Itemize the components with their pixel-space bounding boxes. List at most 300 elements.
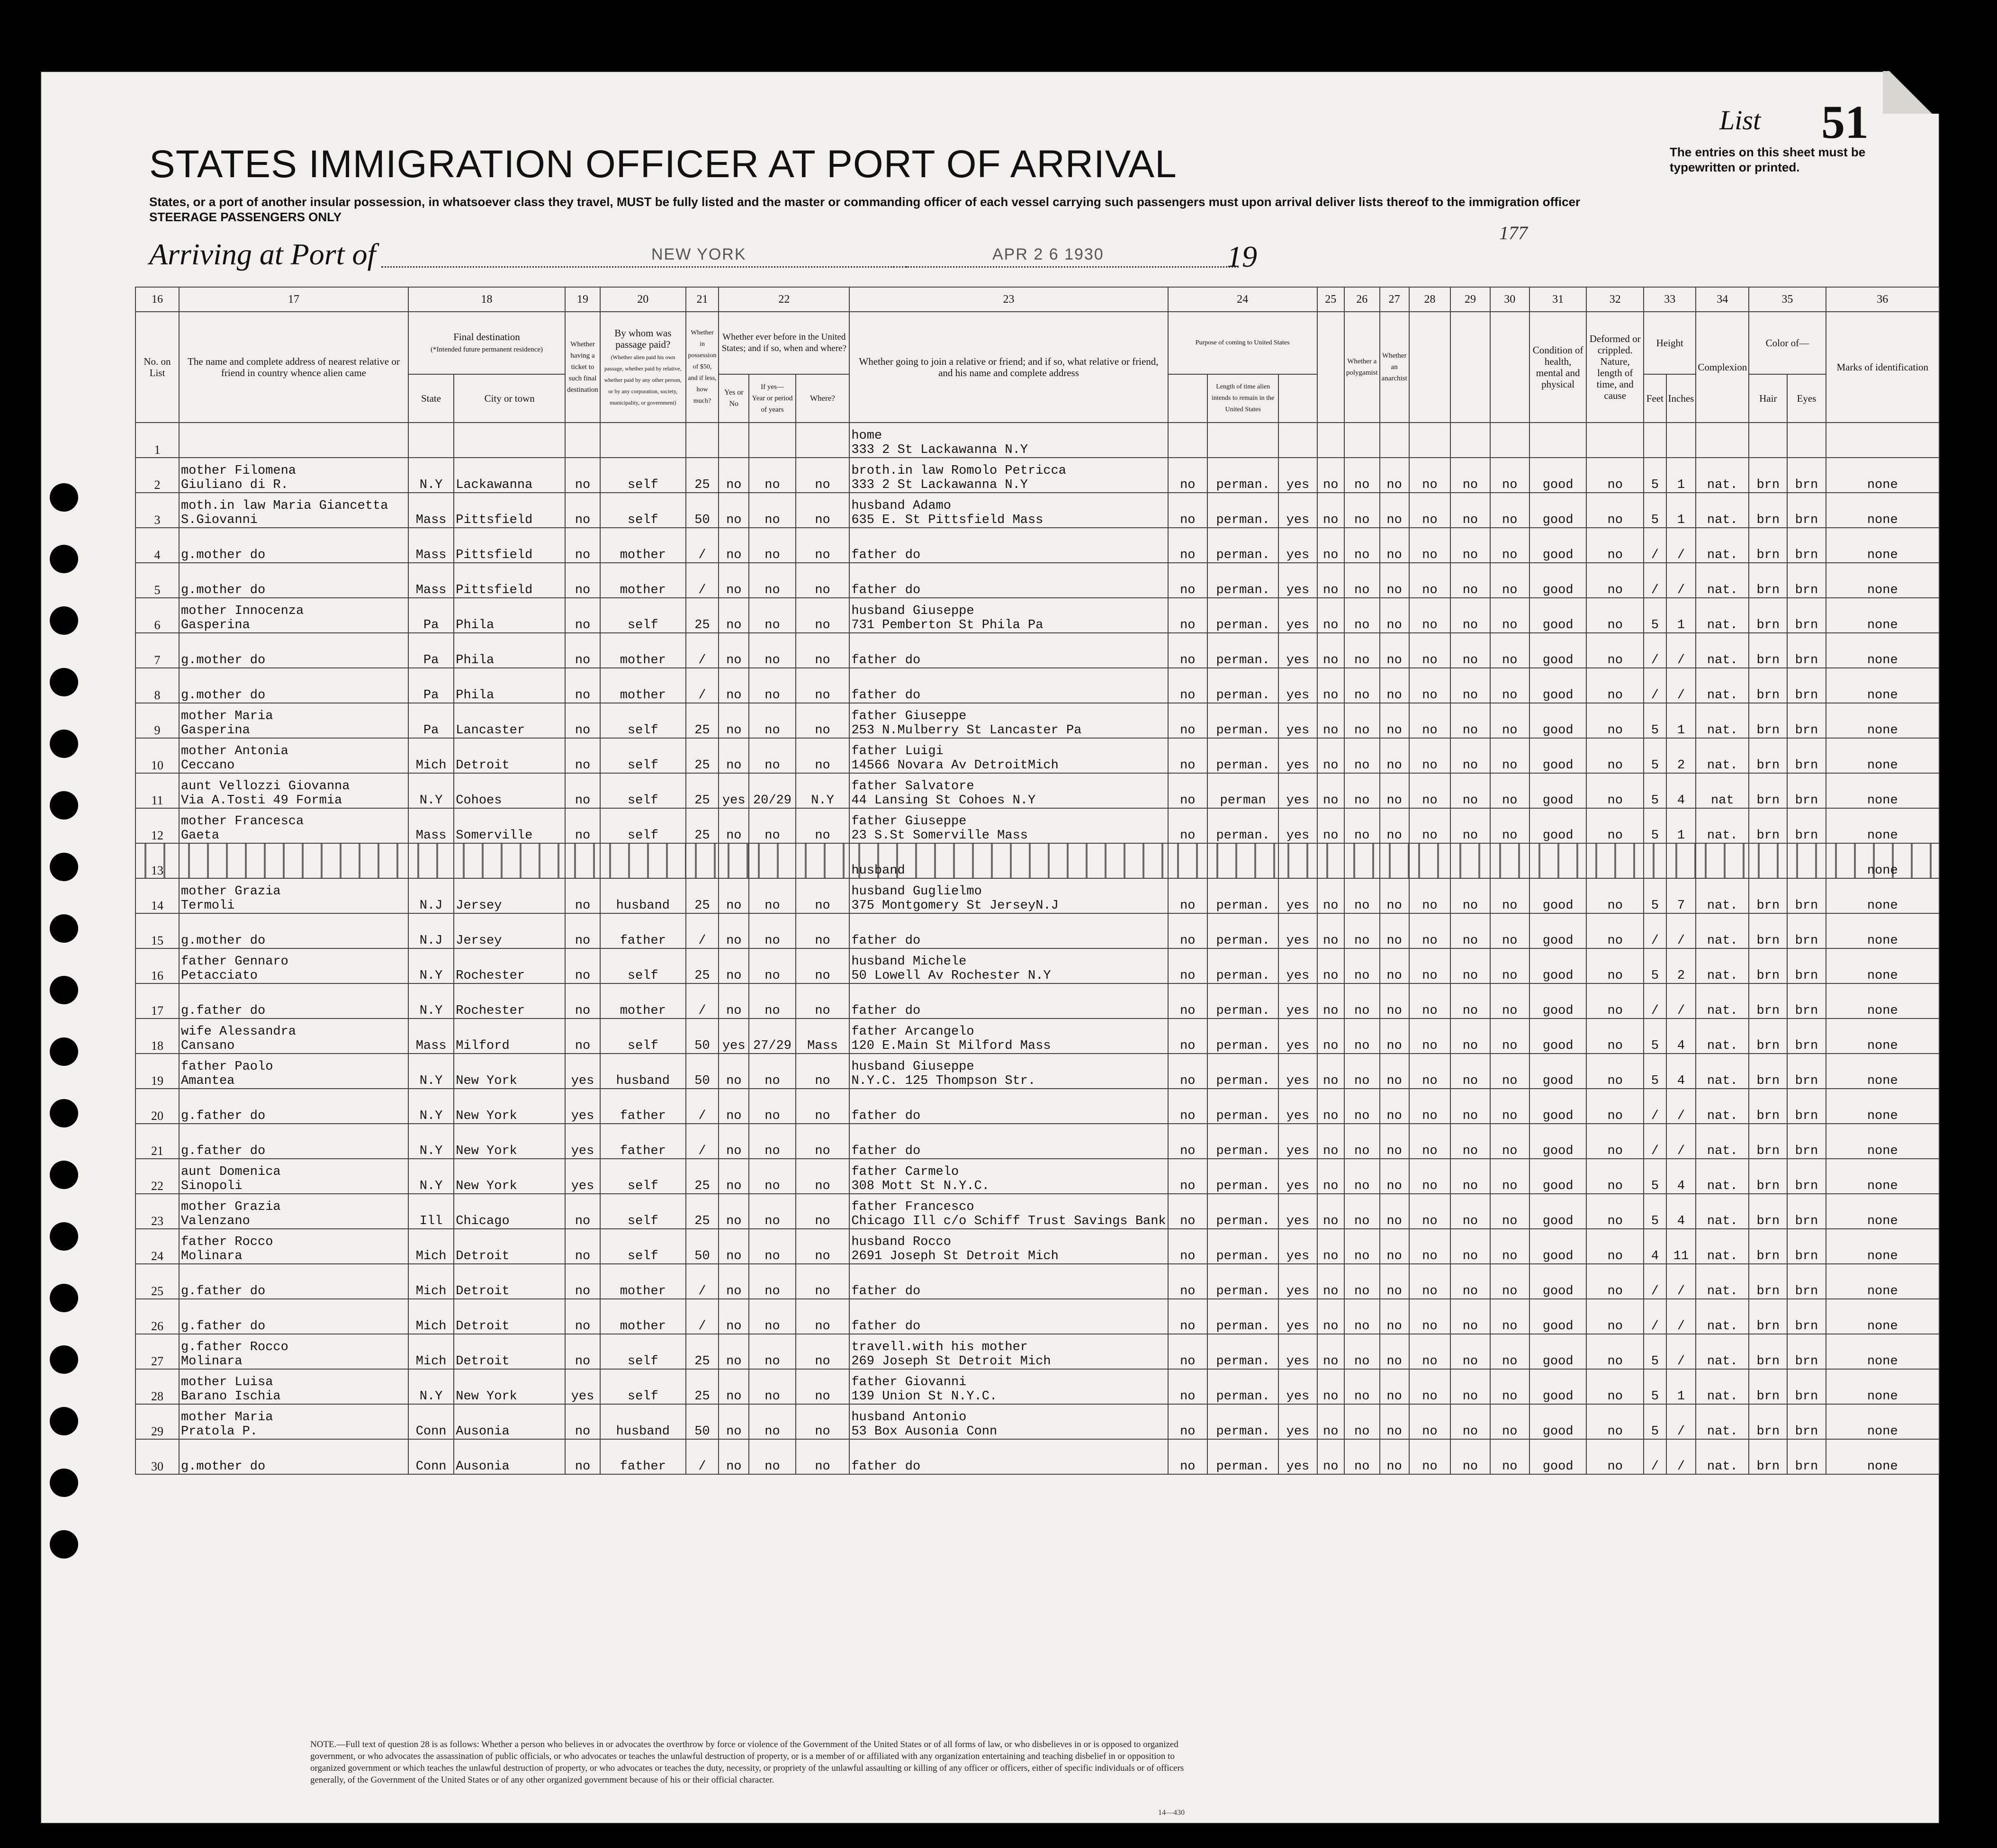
nearest-relative-line: Pratola P. (180, 1424, 258, 1439)
nearest-relative-line: Ceccano (180, 758, 235, 773)
row-number: 23 (135, 1194, 179, 1229)
anarchist-cell: no (1380, 1054, 1409, 1089)
anarchist-cell: no (1380, 1439, 1409, 1474)
hair-cell: brn (1749, 598, 1787, 633)
intends-citizenship-cell: yes (1278, 598, 1317, 633)
row-number: 24 (135, 1229, 179, 1264)
ticket-cell: no (565, 598, 600, 633)
intends-citizenship-cell: yes (1278, 738, 1317, 773)
intends-citizenship-cell: yes (1278, 983, 1317, 1019)
health-cell: good (1529, 1439, 1587, 1474)
col29-cell: no (1450, 808, 1490, 843)
purpose-cell: no (1168, 913, 1207, 948)
health-cell: good (1529, 703, 1587, 738)
col28-cell: no (1409, 598, 1451, 633)
anarchist-cell: no (1380, 1089, 1409, 1124)
row-number: 18 (135, 1019, 179, 1054)
length-of-stay-cell: perman. (1207, 878, 1278, 913)
table-row (135, 703, 1939, 738)
col28-cell: no (1409, 1159, 1451, 1194)
height-feet-cell (1644, 423, 1666, 458)
joining-cell (849, 948, 1168, 983)
before-yes-no-cell: no (719, 1124, 749, 1159)
before-years-cell (749, 843, 796, 878)
joining-cell-line: father do (851, 688, 921, 703)
intends-citizenship-cell: yes (1278, 913, 1317, 948)
row-number: 26 (135, 1299, 179, 1334)
column-number: 18 (408, 287, 565, 312)
col30-cell: no (1490, 1019, 1529, 1054)
joining-cell-line: 139 Union St N.Y.C. (851, 1389, 998, 1404)
col29-cell: no (1450, 1264, 1490, 1299)
eyes-cell: brn (1787, 808, 1826, 843)
destination-city: New York (454, 1054, 565, 1089)
joining-cell-line: 269 Joseph St Detroit Mich (851, 1354, 1051, 1369)
before-where-cell: no (796, 493, 850, 528)
col25-cell (1317, 423, 1344, 458)
health-cell: good (1529, 668, 1587, 703)
anarchist-cell: no (1380, 1334, 1409, 1369)
anarchist-cell: no (1380, 738, 1409, 773)
col25-cell: no (1317, 1369, 1344, 1404)
before-where-cell: no (796, 983, 850, 1019)
col25-cell: no (1317, 1439, 1344, 1474)
marks-cell: none (1826, 1369, 1939, 1404)
col30-cell: no (1490, 1089, 1529, 1124)
destination-city: Jersey (454, 913, 565, 948)
health-cell: good (1529, 1229, 1587, 1264)
date-blank (893, 265, 1239, 268)
length-of-stay-cell: perman. (1207, 983, 1278, 1019)
complexion-cell: nat. (1696, 738, 1749, 773)
money-cell: / (686, 1439, 719, 1474)
destination-city: New York (454, 1369, 565, 1404)
ticket-cell: no (565, 1299, 600, 1334)
nearest-relative (179, 668, 408, 703)
header-row (135, 312, 1939, 374)
col30-cell: no (1490, 773, 1529, 808)
passage-paid-cell: husband (600, 1054, 686, 1089)
header-complexion: Complexion (1696, 312, 1749, 423)
passenger-table (135, 287, 1940, 1475)
ticket-cell: no (565, 493, 600, 528)
binder-hole (50, 1037, 78, 1066)
col29-cell: no (1450, 493, 1490, 528)
anarchist-cell: no (1380, 703, 1409, 738)
eyes-cell: brn (1787, 1404, 1826, 1439)
before-yes-no-cell: no (719, 1229, 749, 1264)
destination-state: Mass (408, 528, 454, 563)
marks-cell: none (1826, 1439, 1939, 1474)
destination-city: Jersey (454, 878, 565, 913)
complexion-cell: nat. (1696, 983, 1749, 1019)
passage-paid-cell: father (600, 913, 686, 948)
money-cell: / (686, 1299, 719, 1334)
destination-state (408, 843, 454, 878)
hair-cell: brn (1749, 1264, 1787, 1299)
nearest-relative (179, 948, 408, 983)
height-feet-cell: 5 (1644, 738, 1666, 773)
column-number: 28 (1409, 287, 1451, 312)
before-years-cell: no (749, 808, 796, 843)
passage-paid-cell: mother (600, 633, 686, 668)
money-cell: 25 (686, 1194, 719, 1229)
deformed-cell: no (1586, 983, 1644, 1019)
table-row (135, 458, 1939, 493)
header-eyes: Eyes (1787, 374, 1826, 423)
col30-cell: no (1490, 1264, 1529, 1299)
height-feet-cell: 5 (1644, 1369, 1666, 1404)
polygamist-cell: no (1344, 633, 1380, 668)
hair-cell: brn (1749, 1124, 1787, 1159)
nearest-relative-line: g.father do (180, 1319, 266, 1334)
joining-cell (849, 1194, 1168, 1229)
joining-cell-line: Chicago Ill c/o Schiff Trust Savings Bank (851, 1214, 1166, 1228)
joining-cell-line: 635 E. St Pittsfield Mass (851, 513, 1043, 527)
anarchist-cell: no (1380, 983, 1409, 1019)
before-years-cell: no (749, 1229, 796, 1264)
row-number: 10 (135, 738, 179, 773)
joining-cell (849, 1369, 1168, 1404)
table-row (135, 738, 1939, 773)
money-cell: 25 (686, 878, 719, 913)
header-inches: Inches (1666, 374, 1696, 423)
table-row (135, 1439, 1939, 1474)
complexion-cell: nat. (1696, 1404, 1749, 1439)
destination-state: Pa (408, 598, 454, 633)
intends-citizenship-cell: yes (1278, 633, 1317, 668)
anarchist-cell: no (1380, 458, 1409, 493)
height-feet-cell: 5 (1644, 878, 1666, 913)
height-feet-cell: 5 (1644, 458, 1666, 493)
table-row (135, 668, 1939, 703)
purpose-cell (1168, 843, 1207, 878)
col25-cell: no (1317, 563, 1344, 598)
height-inches-cell (1666, 843, 1696, 878)
arriving-label: Arriving at Port of (149, 237, 376, 271)
complexion-cell: nat. (1696, 633, 1749, 668)
marks-cell: none (1826, 1194, 1939, 1229)
deformed-cell: no (1586, 703, 1644, 738)
money-cell: 25 (686, 808, 719, 843)
passage-paid-cell: mother (600, 983, 686, 1019)
purpose-cell: no (1168, 458, 1207, 493)
ticket-cell: no (565, 1019, 600, 1054)
joining-cell-line: N.Y.C. 125 Thompson Str. (851, 1074, 1036, 1088)
before-yes-no-cell: no (719, 1369, 749, 1404)
col25-cell: no (1317, 1124, 1344, 1159)
col28-cell: no (1409, 1264, 1451, 1299)
column-number: 21 (686, 287, 719, 312)
intends-citizenship-cell: yes (1278, 1299, 1317, 1334)
nearest-relative-line: g.mother do (180, 934, 266, 948)
complexion-cell: nat. (1696, 1439, 1749, 1474)
before-yes-no-cell: no (719, 458, 749, 493)
header-year-period (749, 374, 796, 423)
ticket-cell: no (565, 1264, 600, 1299)
deformed-cell: no (1586, 1299, 1644, 1334)
col30-cell: no (1490, 808, 1529, 843)
nearest-relative-line: g.father do (180, 1109, 266, 1123)
marks-cell: none (1826, 1299, 1939, 1334)
length-of-stay-cell: perman. (1207, 1159, 1278, 1194)
hair-cell: brn (1749, 1019, 1787, 1054)
passage-paid-cell: mother (600, 1264, 686, 1299)
joining-cell (849, 738, 1168, 773)
col29-cell: no (1450, 1334, 1490, 1369)
purpose-cell: no (1168, 1334, 1207, 1369)
col28-cell: no (1409, 773, 1451, 808)
eyes-cell: brn (1787, 1334, 1826, 1369)
marks-cell: none (1826, 563, 1939, 598)
nearest-relative-line: mother Francesca (180, 814, 304, 829)
intro-text (149, 194, 1760, 225)
polygamist-cell: no (1344, 458, 1380, 493)
complexion-cell: nat. (1696, 1089, 1749, 1124)
health-cell: good (1529, 1089, 1587, 1124)
joining-cell-line: husband Rocco (851, 1235, 951, 1249)
nearest-relative-line: mother Grazia (180, 1200, 281, 1214)
col28-cell: no (1409, 948, 1451, 983)
column-number: 24 (1168, 287, 1317, 312)
nearest-relative (179, 1299, 408, 1334)
joining-cell-line: father Luigi (851, 744, 944, 758)
intends-citizenship-cell: yes (1278, 1194, 1317, 1229)
before-yes-no-cell: no (719, 1054, 749, 1089)
height-inches-cell: 1 (1666, 598, 1696, 633)
footnote: NOTE.—Full text of question 28 is as follows: Whether a person who believes in or advocates the overthrow by force or violence of the Government of the United States or of all forms of law, or who disbelieves in or is opposed to organized government, or who advocates the assassination of public officials, or who advocates or teaches the unlawful destruction of property, or is a member of or affiliated with any organization entertaining and teaching disbelief in or opposition to organized government or which teaches the unlawful destruction of property, or who advocates or teaches the duty, necessity, or propriety of the unlawful assaulting or killing of any officer or officers, either of specific individuals or of officers generally, of the Government of the United States or of any other organized government because of his or their official character. (310, 1740, 1184, 1785)
complexion-cell: nat. (1696, 668, 1749, 703)
joining-cell-line: father do (851, 1004, 921, 1018)
row-number: 19 (135, 1054, 179, 1089)
before-years-cell: no (749, 738, 796, 773)
table-row (135, 598, 1939, 633)
before-years-cell: no (749, 703, 796, 738)
height-feet-cell: 5 (1644, 1404, 1666, 1439)
header-yes-no: Yes or No (719, 374, 749, 423)
anarchist-cell: no (1380, 808, 1409, 843)
before-where-cell: no (796, 703, 850, 738)
anarchist-cell: no (1380, 1019, 1409, 1054)
eyes-cell: brn (1787, 493, 1826, 528)
before-yes-no-cell: no (719, 703, 749, 738)
purpose-cell: no (1168, 948, 1207, 983)
destination-state: Mich (408, 738, 454, 773)
before-where-cell: N.Y (796, 773, 850, 808)
passage-paid-cell: father (600, 1089, 686, 1124)
hair-cell: brn (1749, 1439, 1787, 1474)
height-inches-cell: 1 (1666, 808, 1696, 843)
joining-cell (849, 1299, 1168, 1334)
height-feet-cell (1644, 843, 1666, 878)
nearest-relative-line: g.father Rocco (180, 1340, 288, 1354)
joining-cell (849, 633, 1168, 668)
polygamist-cell: no (1344, 738, 1380, 773)
col29-cell: no (1450, 458, 1490, 493)
hair-cell (1749, 843, 1787, 878)
ticket-cell: yes (565, 1159, 600, 1194)
before-yes-no-cell: no (719, 1089, 749, 1124)
col25-cell: no (1317, 528, 1344, 563)
height-inches-cell: / (1666, 668, 1696, 703)
deformed-cell: no (1586, 878, 1644, 913)
destination-state: N.Y (408, 1369, 454, 1404)
destination-city: Somerville (454, 808, 565, 843)
health-cell: good (1529, 563, 1587, 598)
length-of-stay-cell: perman. (1207, 913, 1278, 948)
deformed-cell: no (1586, 528, 1644, 563)
header-col-29 (1450, 312, 1490, 423)
form-number: 14—430 (1158, 1809, 1185, 1817)
anarchist-cell: no (1380, 493, 1409, 528)
ticket-cell: no (565, 563, 600, 598)
polygamist-cell: no (1344, 808, 1380, 843)
deformed-cell: no (1586, 913, 1644, 948)
health-cell: good (1529, 598, 1587, 633)
nearest-relative-line: Petacciato (180, 969, 258, 983)
destination-state: Mich (408, 1299, 454, 1334)
joining-cell (849, 913, 1168, 948)
marks-cell: none (1826, 458, 1939, 493)
destination-city: Milford (454, 1019, 565, 1054)
destination-state: N.Y (408, 1089, 454, 1124)
intends-citizenship-cell: yes (1278, 1404, 1317, 1439)
before-yes-no-cell: no (719, 808, 749, 843)
nearest-relative (179, 878, 408, 913)
passage-paid-cell: self (600, 738, 686, 773)
destination-state: Pa (408, 703, 454, 738)
joining-cell (849, 563, 1168, 598)
hair-cell: brn (1749, 703, 1787, 738)
nearest-relative (179, 703, 408, 738)
hair-cell: brn (1749, 493, 1787, 528)
money-cell: 25 (686, 1159, 719, 1194)
deformed-cell: no (1586, 948, 1644, 983)
column-number: 22 (719, 287, 849, 312)
row-number: 2 (135, 458, 179, 493)
length-of-stay-cell: perman. (1207, 458, 1278, 493)
polygamist-cell: no (1344, 878, 1380, 913)
height-feet-cell: 5 (1644, 948, 1666, 983)
purpose-cell: no (1168, 738, 1207, 773)
joining-cell (849, 843, 1168, 878)
deformed-cell: no (1586, 1194, 1644, 1229)
col28-cell: no (1409, 563, 1451, 598)
before-yes-no-cell: no (719, 1194, 749, 1229)
header-passage-paid-label: By whom was passage paid? (614, 327, 672, 350)
col29-cell: no (1450, 1299, 1490, 1334)
joining-cell (849, 773, 1168, 808)
destination-state: Ill (408, 1194, 454, 1229)
complexion-cell: nat. (1696, 1054, 1749, 1089)
before-years-cell: no (749, 1439, 796, 1474)
health-cell: good (1529, 808, 1587, 843)
height-feet-cell: 5 (1644, 773, 1666, 808)
height-feet-cell: / (1644, 668, 1666, 703)
table-row (135, 1089, 1939, 1124)
joining-cell (849, 493, 1168, 528)
ticket-cell (565, 423, 600, 458)
header-where: Where? (796, 374, 850, 423)
col30-cell: no (1490, 703, 1529, 738)
eyes-cell: brn (1787, 983, 1826, 1019)
destination-state: Conn (408, 1404, 454, 1439)
money-cell: 25 (686, 948, 719, 983)
col29-cell: no (1450, 773, 1490, 808)
row-number: 25 (135, 1264, 179, 1299)
header-year-period-label: Year or period of years (752, 395, 793, 414)
header-before-in-us: Whether ever before in the United States; and if so, when and where? (719, 312, 849, 374)
col25-cell: no (1317, 1334, 1344, 1369)
height-feet-cell: 5 (1644, 703, 1666, 738)
purpose-cell: no (1168, 703, 1207, 738)
col29-cell: no (1450, 1159, 1490, 1194)
joining-cell-line: father Giovanni (851, 1375, 967, 1389)
joining-cell (849, 528, 1168, 563)
intends-citizenship-cell: yes (1278, 1439, 1317, 1474)
col29-cell: no (1450, 1369, 1490, 1404)
intends-citizenship-cell (1278, 843, 1317, 878)
table-row (135, 913, 1939, 948)
col29-cell (1450, 423, 1490, 458)
deformed-cell: no (1586, 598, 1644, 633)
purpose-cell: no (1168, 633, 1207, 668)
nearest-relative (179, 1404, 408, 1439)
destination-state: Pa (408, 633, 454, 668)
deformed-cell: no (1586, 1124, 1644, 1159)
col29-cell: no (1450, 983, 1490, 1019)
nearest-relative-line: mother Innocenza (180, 604, 304, 618)
marks-cell: none (1826, 983, 1939, 1019)
column-number: 33 (1644, 287, 1696, 312)
anarchist-cell: no (1380, 633, 1409, 668)
ticket-cell: no (565, 1194, 600, 1229)
hair-cell: brn (1749, 668, 1787, 703)
destination-city: Rochester (454, 983, 565, 1019)
length-of-stay-cell: perman. (1207, 738, 1278, 773)
before-where-cell: no (796, 1264, 850, 1299)
col28-cell (1409, 843, 1451, 878)
joining-cell (849, 1054, 1168, 1089)
marks-cell (1826, 423, 1939, 458)
col25-cell: no (1317, 598, 1344, 633)
polygamist-cell: no (1344, 1124, 1380, 1159)
header-joining: Whether going to join a relative or friend; and if so, what relative or friend, and his name and complete address (849, 312, 1168, 423)
hair-cell (1749, 423, 1787, 458)
hair-cell: brn (1749, 878, 1787, 913)
before-years-cell: no (749, 598, 796, 633)
hair-cell: brn (1749, 1089, 1787, 1124)
header-anarchist: Whether an anarchist (1380, 312, 1409, 423)
col29-cell: no (1450, 1124, 1490, 1159)
binder-hole (50, 1469, 78, 1497)
nearest-relative-line: father Gennaro (180, 955, 288, 969)
before-where-cell: no (796, 878, 850, 913)
nearest-relative (179, 843, 408, 878)
hair-cell: brn (1749, 1194, 1787, 1229)
money-cell: 25 (686, 773, 719, 808)
before-where-cell: no (796, 1229, 850, 1264)
col29-cell: no (1450, 1019, 1490, 1054)
nearest-relative-line: g.father do (180, 1284, 266, 1298)
nearest-relative (179, 423, 408, 458)
nearest-relative (179, 1194, 408, 1229)
health-cell: good (1529, 1194, 1587, 1229)
header-polygamist: Whether a polygamist (1344, 312, 1380, 423)
nearest-relative (179, 1334, 408, 1369)
before-years-cell: no (749, 1369, 796, 1404)
handwritten-number: 177 (1499, 222, 1528, 243)
